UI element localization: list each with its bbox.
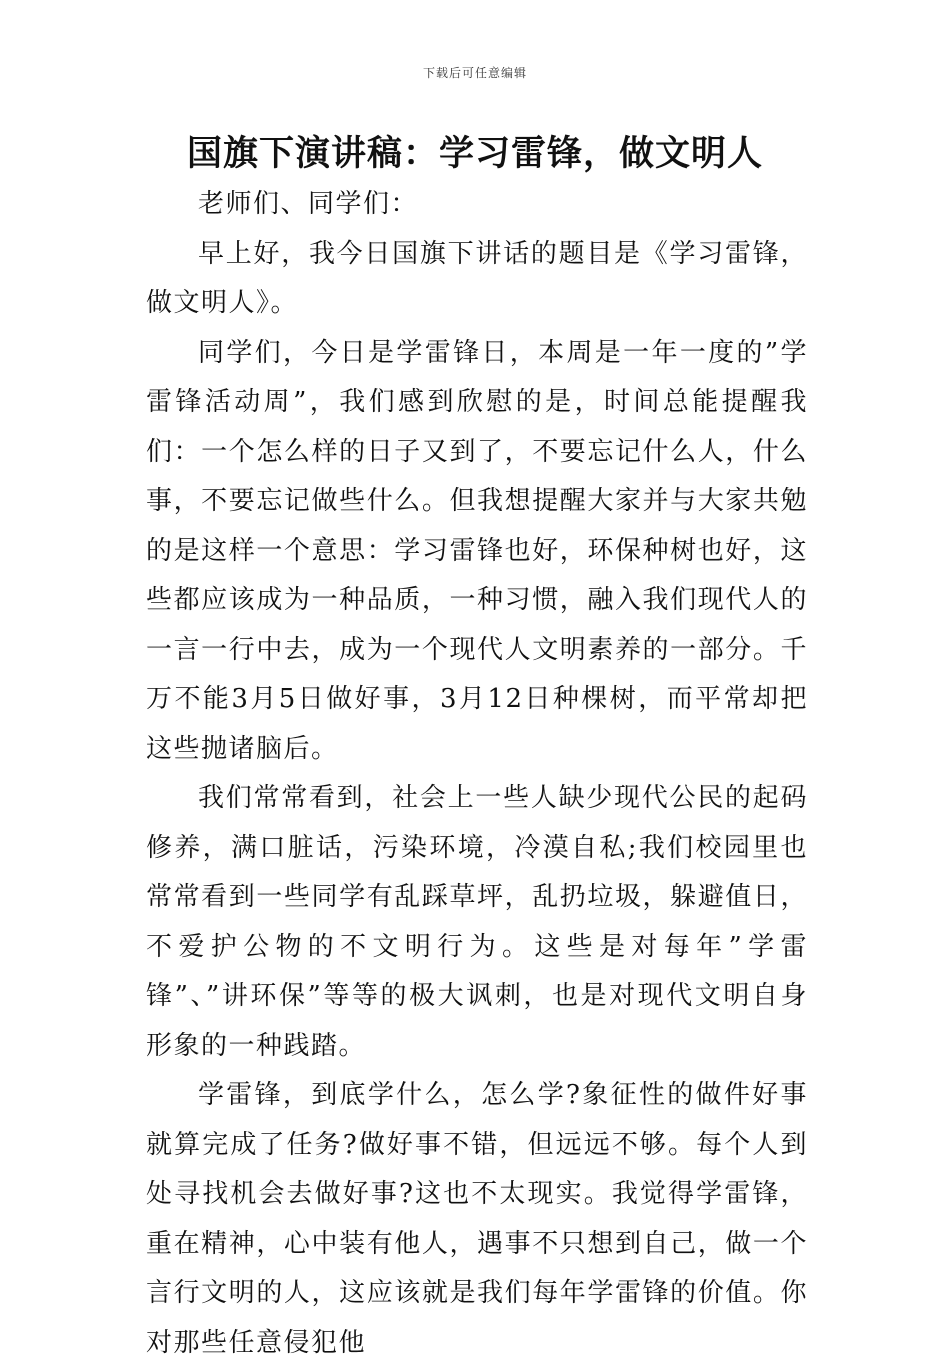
paragraph-3: 我们常常看到，社会上一些人缺少现代公民的起码修养，满口脏话，污染环境，冷漠自私;我们校园里也常常看到一些同学有乱踩草坪，乱扔垃圾，躲避值日，不爱护公物的不文明行为。这些是对每年”学雷锋”、”讲环保”等等的极大讽刺，也是对现代文明自身形象的一种践踏。 (146, 783, 808, 1061)
document-body (146, 180, 808, 1368)
paragraph-1: 早上好，我今日国旗下讲话的题目是《学习雷锋，做文明人》。 (146, 238, 808, 318)
paragraph-4: 学雷锋，到底学什么，怎么学?象征性的做件好事就算完成了任务?做好事不错，但远远不够。每个人到处寻找机会去做好事?这也不太现实。我觉得学雷锋，重在精神，心中装有他人，遇事不只想到自己，做一个言行文明的人，这应该就是我们每年学雷锋的价值。你对那些任意侵犯他 (146, 1080, 808, 1358)
header-note: 下载后可任意编辑 (422, 66, 527, 80)
salutation: 老师们、同学们： (198, 189, 419, 219)
document-title: 国旗下演讲稿：学习雷锋，做文明人 (186, 134, 763, 174)
paragraph-2: 同学们，今日是学雷锋日，本周是一年一度的”学雷锋活动周”，我们感到欣慰的是，时间总能提醒我们：一个怎么样的日子又到了，不要忘记什么人，什么事，不要忘记做些什么。但我想提醒大家并与大家共勉的是这样一个意思：学习雷锋也好，环保种树也好，这些都应该成为一种品质，一种习惯，融入我们现代人的一言一行中去，成为一个现代人文明素养的一部分。千万不能3月5日做好事，3月12日种棵树，而平常却把这些抛诸脑后。 (146, 337, 808, 764)
